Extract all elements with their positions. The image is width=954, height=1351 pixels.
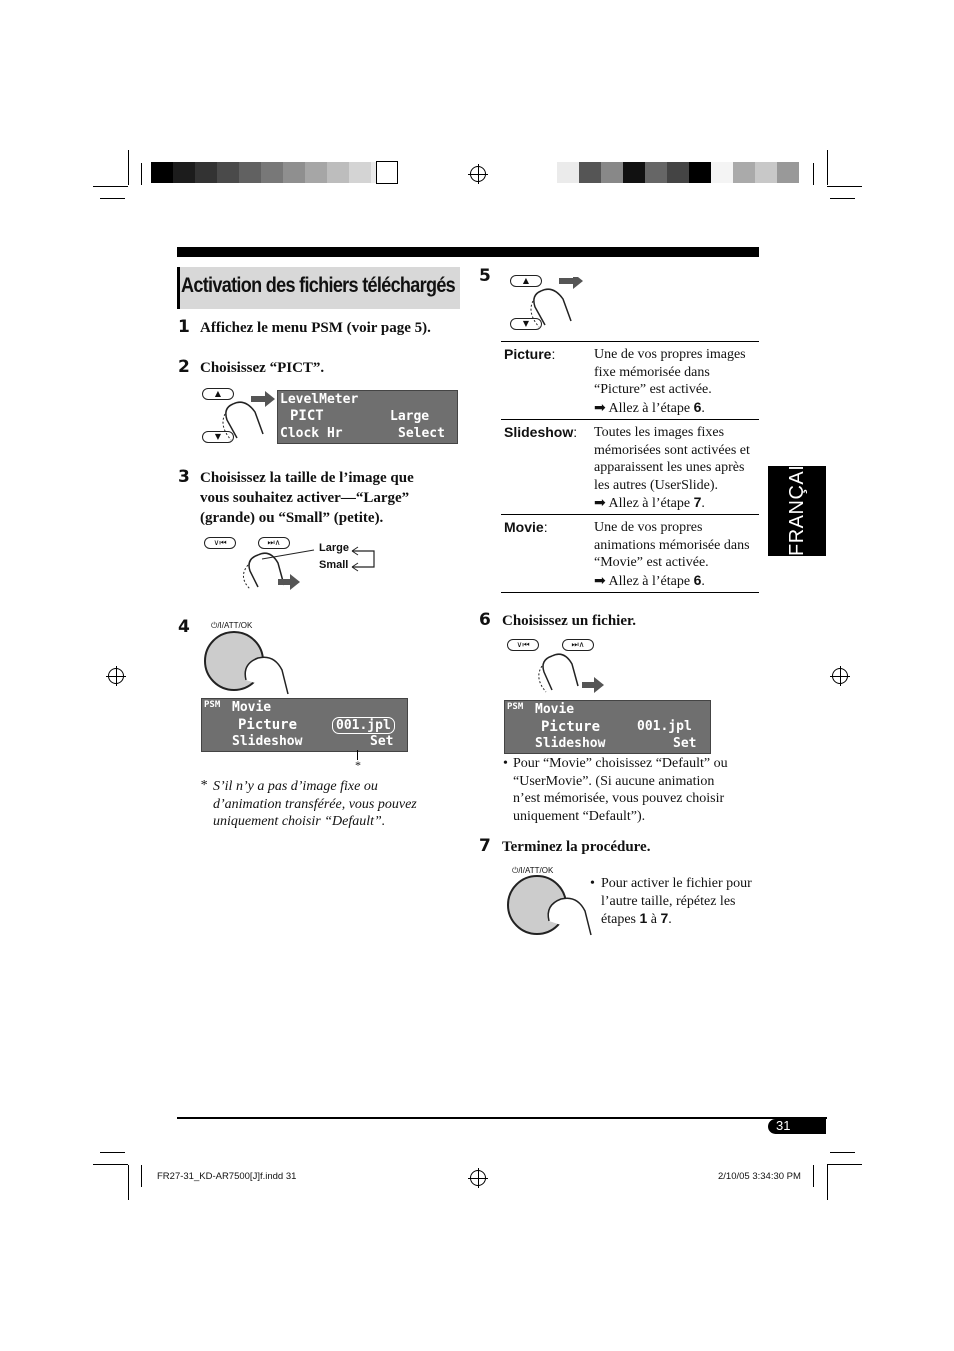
next-button-icon: ⏭∧ [258,537,290,549]
page-title: Activation des fichiers téléchargés [181,274,456,297]
finger-press-icon [543,893,593,941]
table-rule [501,419,759,420]
lcd-set: Set [673,736,697,751]
table-desc: Toutes les images fixes mémorisées sont activées et apparaissent les unes après les autres (UserSlide). [594,425,750,493]
lcd-select: Select [398,426,445,441]
table-rule [501,341,759,342]
note-text: Pour activer le fichier pour l’autre taille, répétez les étapes 1 à 7. [601,876,752,928]
footnote-star: * [200,778,207,793]
lcd-row: Slideshow [232,734,303,749]
footer-date: 2/10/05 3:34:30 PM [718,1171,801,1182]
table-rule [501,592,759,593]
size-option-small: Small [319,559,349,571]
bullet: • [503,756,508,771]
footnote-text: S’il n’y a pas d’image fixe ou d’animation transférée, vous pouvez uniquement choisir “Default”. [213,779,417,830]
cycle-arrows-icon [348,545,378,573]
lcd-size: Large [390,409,430,424]
prev-button-icon: ∨⏮ [204,537,236,549]
finger-press-icon [228,545,318,590]
table-goto: ➡ Allez à l’étape 6. [594,572,705,589]
step-number: 2 [178,357,190,377]
step-text: Choisissez “PICT”. [200,360,325,376]
step-number: 7 [479,836,491,856]
finger-press-icon [523,277,583,329]
up-button-icon: ▲ [202,388,234,400]
step-number: 6 [479,610,491,630]
registration-mark-icon [470,166,486,182]
lcd-display-psm [201,698,408,752]
bullet: • [590,876,595,891]
registration-mark-icon [832,668,848,684]
page-number: 31 [776,1118,791,1133]
step-text: Choisissez un fichier. [502,613,637,629]
step-text: Terminez la procédure. [502,839,651,855]
lcd-row-selected: Picture [541,719,601,735]
lcd-row: Clock Hr [280,426,343,441]
table-term: Movie: [504,519,548,535]
table-goto: ➡ Allez à l’étape 6. [594,399,705,416]
table-desc: Une de vos propres animations mémorisée dans “Movie” est activée. [594,520,750,571]
next-button-icon: ⏭∧ [562,639,594,651]
note-text: Pour “Movie” choisissez “Default” ou “UserMovie”. (Si aucune animation n’est mémorisée, vous pouvez choisir uniquement “Default”). [513,756,728,824]
table-term: Slideshow: [504,424,578,440]
table-goto: ➡ Allez à l’étape 7. [594,494,705,511]
language-tab [768,450,826,556]
lcd-row: Movie [535,702,575,717]
finger-press-icon [240,650,290,700]
finger-press-icon [530,648,610,694]
lcd-psm: PSM [204,700,221,710]
footer-file: FR27-31_KD-AR7500[J]f.indd 31 [157,1171,297,1182]
table-desc: Une de vos propres images fixe mémorisée dans “Picture” est activée. [594,347,746,398]
knob-label: ⏻/I/ATT/OK [512,866,554,875]
down-button-icon: ▼ [202,431,234,443]
step-number: 3 [178,467,190,487]
step-text: Affichez le menu PSM (voir page 5). [200,320,431,336]
lcd-display-file [504,700,711,754]
table-rule [501,514,759,515]
finger-press-icon [215,390,275,442]
language-tab-label: FRANÇAIS [786,450,808,556]
step-number: 1 [178,317,190,337]
lcd-row-selected: Picture [238,717,298,733]
lcd-psm: PSM [507,702,524,712]
size-option-large: Large [319,542,349,554]
header-bar [177,247,759,257]
lcd-row-selected: PICT [290,408,324,424]
step-number: 5 [479,266,491,286]
lcd-row: Movie [232,700,272,715]
table-term: Picture: [504,346,556,362]
lcd-set: Set [370,734,394,749]
callout-asterisk: * [355,758,361,772]
registration-mark-icon [470,1170,486,1186]
prev-button-icon: ∨⏮ [507,639,539,651]
lcd-row: Slideshow [535,736,606,751]
knob-label: ⏻/I/ATT/OK [211,621,253,630]
footer-rule [177,1117,827,1119]
lcd-file: 001.jpl [332,717,395,734]
lcd-file: 001.jpl [637,719,692,734]
lcd-row: LevelMeter [280,392,359,407]
registration-mark-icon [108,668,124,684]
up-button-icon: ▲ [510,275,542,287]
step-number: 4 [178,617,190,637]
lcd-display-pict [277,390,458,444]
step-text: Choisissez la taille de l’image que vous souhaitez activer—“Large” (grande) ou “Small” (petite). [200,470,414,526]
down-button-icon: ▼ [510,318,542,330]
